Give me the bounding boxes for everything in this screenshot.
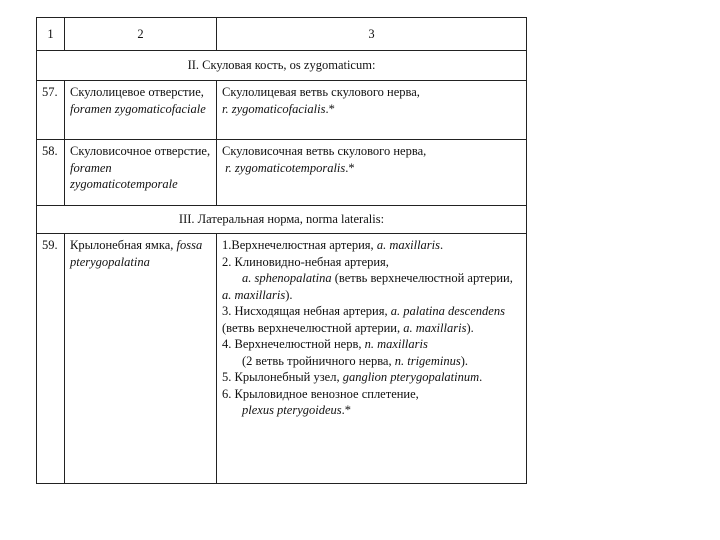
structure-latin: foramen zygomaticotemporale — [70, 160, 178, 191]
header-col-3: 3 — [217, 18, 527, 51]
structure-cell — [65, 234, 217, 484]
structure-latin: fossa pterygopalatina — [70, 238, 203, 269]
item-text: 5. Крылонебный узел, — [222, 370, 343, 384]
content-latin: r. zygomaticotemporalis — [225, 160, 346, 175]
table-row — [37, 140, 527, 206]
content-cell — [217, 140, 527, 206]
list-item — [222, 254, 521, 304]
structure-latin: foramen zygomaticofaciale — [70, 101, 206, 116]
section-heading-3: III. Латеральная норма, norma lateralis: — [37, 206, 527, 234]
content-mark: .* — [345, 160, 355, 175]
header-row — [37, 18, 527, 51]
content-cell — [217, 234, 527, 484]
list-item — [222, 237, 521, 254]
structure-cell — [65, 81, 217, 140]
item-latin: a. maxillaris — [222, 287, 286, 302]
item-latin: a. maxillaris — [376, 238, 441, 252]
structure-name: Скуловисочное отверстие, — [70, 144, 211, 158]
item-text: ). — [466, 320, 474, 335]
item-latin: a. sphenopalatina — [242, 271, 332, 285]
item-latin: a. palatina descendens — [390, 304, 505, 318]
item-text: ). — [460, 353, 469, 368]
content-cell — [217, 81, 527, 140]
list-item — [222, 303, 521, 336]
item-latin: n. maxillaris — [364, 337, 428, 351]
structure-name: Крылонебная ямка, — [70, 238, 174, 252]
list-item — [222, 336, 521, 369]
item-text: (ветвь верхнечелюстной артерии, — [331, 271, 513, 285]
item-text: . — [479, 370, 483, 384]
row-number: 59. — [37, 234, 65, 484]
item-text: 1.Верхнечелюстная артерия, — [222, 238, 377, 252]
item-latin: a. maxillaris — [403, 320, 467, 335]
list-item — [222, 369, 521, 386]
content-mark: .* — [325, 101, 335, 116]
content-text: Скуловисочная ветвь скулового нерва, — [222, 144, 427, 158]
item-latin: n. trigeminus — [394, 353, 461, 368]
table-row — [37, 234, 527, 484]
list-item — [222, 386, 521, 419]
item-text: (ветвь верхнечелюстной артерии, — [222, 320, 404, 335]
section-heading-2: II. Скуловая кость, os zygomaticum: — [37, 51, 527, 81]
item-text: . — [440, 238, 444, 252]
header-col-2: 2 — [65, 18, 217, 51]
item-text: .* — [341, 403, 352, 417]
table-row — [37, 81, 527, 140]
item-text: ). — [285, 287, 293, 302]
item-latin: ganglion pterygopalatinum — [342, 370, 480, 384]
item-text: 4. Верхнечелюстной нерв, — [222, 337, 365, 351]
row-number: 58. — [37, 140, 65, 206]
item-text: 3. Нисходящая небная артерия, — [222, 304, 391, 318]
structure-cell — [65, 140, 217, 206]
item-text: (2 ветвь тройничного нерва, — [242, 353, 395, 368]
row-number: 57. — [37, 81, 65, 140]
header-col-1: 1 — [37, 18, 65, 51]
anatomy-table — [36, 17, 527, 484]
item-text: 6. Крыловидное венозное сплетение, — [222, 386, 419, 401]
item-text: 2. Клиновидно-небная артерия, — [222, 254, 389, 269]
content-latin: r. zygomaticofacialis — [222, 101, 326, 116]
content-text: Скулолицевая ветвь скулового нерва, — [222, 85, 420, 99]
item-latin: plexus pterygoideus — [242, 403, 342, 417]
structure-name: Скулолицевое отверстие, — [70, 85, 204, 99]
